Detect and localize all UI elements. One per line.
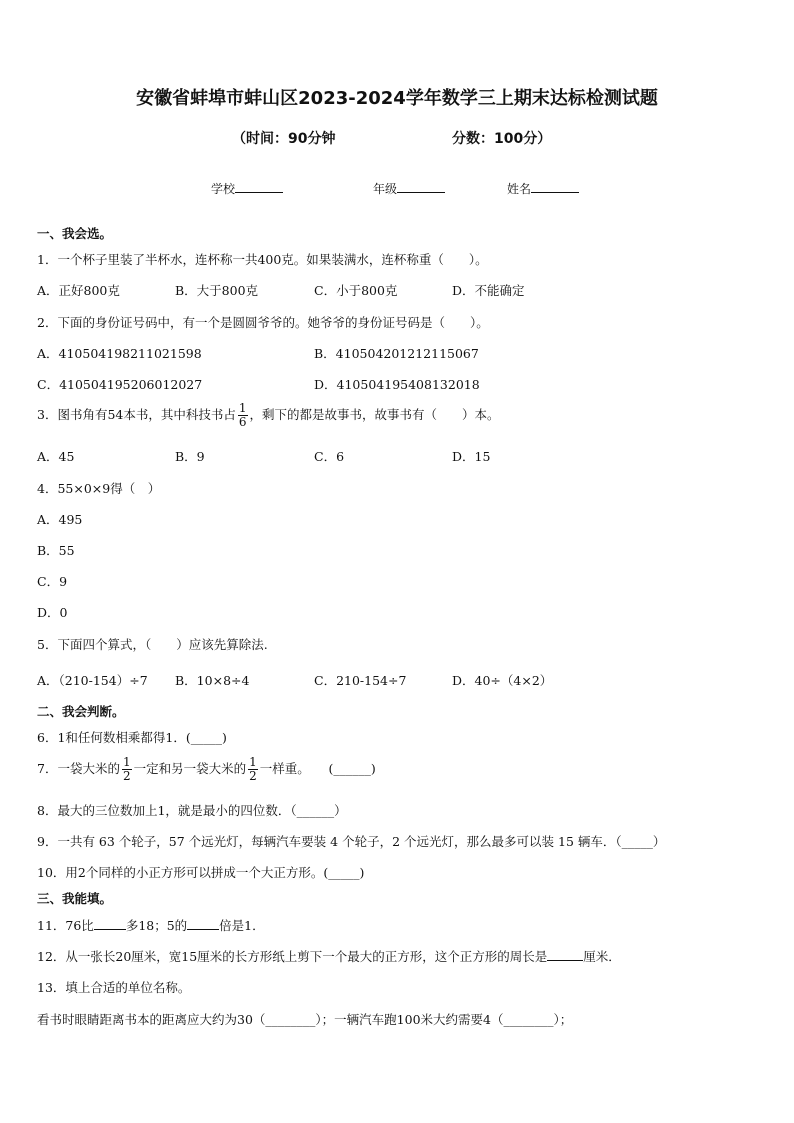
- q7-denominator-2: 2: [249, 769, 257, 783]
- q11-blank-1[interactable]: [94, 917, 126, 930]
- q4-option-d[interactable]: D．0: [37, 605, 68, 620]
- q4-option-c[interactable]: C．9: [37, 574, 68, 589]
- q3-text-pre: 3．图书角有54本书，其中科技书占: [37, 407, 236, 422]
- question-13-items[interactable]: 看书时眼睛距离书本的距离应大约为30（________）；一辆汽车跑100米大约需要4（________）；: [37, 1012, 573, 1027]
- q3-denominator: 6: [238, 415, 247, 429]
- q5-option-c[interactable]: C．210-154÷7: [314, 673, 407, 688]
- q3-fraction: [238, 402, 248, 429]
- question-11[interactable]: [37, 916, 265, 934]
- q3-option-a[interactable]: A．45: [37, 449, 75, 464]
- q7-text-pre: 7．一袋大米的: [37, 761, 120, 776]
- question-10[interactable]: 10．用2个同样的小正方形可以拼成一个大正方形。(_____): [37, 865, 365, 880]
- q2-option-b[interactable]: B．410504201212115067: [314, 346, 479, 361]
- q5-option-a[interactable]: A．（210-154）÷7: [37, 673, 148, 688]
- name-label: 姓名: [507, 182, 532, 196]
- q7-fraction-2: [248, 756, 258, 783]
- grade-label: 年级: [373, 182, 398, 196]
- question-4: 4．55×0×9得（ ）: [37, 481, 161, 496]
- q4-option-a[interactable]: A．495: [37, 512, 83, 527]
- q3-text-post: ，剩下的都是故事书，故事书有（ ）本。: [249, 407, 500, 422]
- q2-option-d[interactable]: D．410504195408132018: [314, 377, 480, 392]
- q11-text-1: 11．76比: [37, 918, 94, 933]
- q2-option-c[interactable]: C．410504195206012027: [37, 377, 203, 392]
- q7-numerator-1: 1: [122, 755, 131, 769]
- q12-text-2: 厘米．: [583, 949, 621, 964]
- q7-text-mid: 一定和另一袋大米的: [133, 761, 247, 776]
- q2-option-a[interactable]: A．410504198211021598: [37, 346, 202, 361]
- q7-denominator-1: 2: [122, 769, 131, 783]
- q12-blank[interactable]: [547, 948, 583, 961]
- name-blank[interactable]: [531, 180, 579, 193]
- question-3: [37, 402, 500, 429]
- school-label: 学校: [211, 182, 236, 196]
- q12-text-1: 12．从一张长20厘米，宽15厘米的长方形纸上剪下一个最大的正方形，这个正方形的周长是: [37, 949, 548, 964]
- question-12[interactable]: [37, 947, 621, 965]
- section-heading-choice: 一、我会选。: [37, 226, 113, 241]
- q7-text-post: 一样重。 (______): [259, 761, 376, 776]
- question-5: 5．下面四个算式，（ ）应该先算除法.: [37, 637, 268, 652]
- q1-option-a[interactable]: A．正好800克: [37, 283, 120, 298]
- page-title: 安徽省蚌埠市蚌山区2023-2024学年数学三上期末达标检测试题: [136, 88, 658, 109]
- section-heading-fill: 三、我能填。: [37, 891, 113, 906]
- grade-blank[interactable]: [397, 180, 445, 193]
- school-blank[interactable]: [235, 180, 283, 193]
- q1-option-d[interactable]: D．不能确定: [452, 283, 525, 298]
- question-6[interactable]: 6．1和任何数相乘都得1．(_____): [37, 730, 227, 745]
- name-field[interactable]: [507, 180, 579, 197]
- grade-field[interactable]: [373, 180, 445, 197]
- q3-option-b[interactable]: B．9: [175, 449, 205, 464]
- q11-text-2: 多18；5的: [125, 918, 188, 933]
- question-9[interactable]: 9．一共有 63 个轮子，57 个远光灯，每辆汽车要装 4 个轮子，2 个远光灯，那么最多可以装 15 辆车．（_____）: [37, 834, 666, 849]
- q1-option-b[interactable]: B．大于800克: [175, 283, 259, 298]
- q3-option-d[interactable]: D．15: [452, 449, 491, 464]
- q3-option-c[interactable]: C．6: [314, 449, 345, 464]
- q7-numerator-2: 1: [249, 755, 257, 769]
- school-field[interactable]: [211, 180, 283, 197]
- q5-option-b[interactable]: B．10×8÷4: [175, 673, 250, 688]
- question-7[interactable]: [37, 756, 376, 783]
- q7-fraction-1: [122, 756, 132, 783]
- q5-option-d[interactable]: D．40÷（4×2）: [452, 673, 553, 688]
- total-score: 分数：100分）: [452, 131, 552, 147]
- time-limit: （时间：90分钟: [232, 131, 336, 147]
- q3-numerator: 1: [238, 401, 247, 415]
- q4-option-b[interactable]: B．55: [37, 543, 75, 558]
- question-8[interactable]: 8．最大的三位数加上1，就是最小的四位数．（______）: [37, 803, 347, 818]
- q11-text-3: 倍是1．: [219, 918, 265, 933]
- q1-option-c[interactable]: C．小于800克: [314, 283, 398, 298]
- question-2: 2．下面的身份证号码中，有一个是圆圆爷爷的。她爷爷的身份证号码是（ ）。: [37, 315, 489, 330]
- section-heading-judge: 二、我会判断。: [37, 704, 125, 719]
- question-1: 1．一个杯子里装了半杯水，连杯称一共400克。如果装满水，连杯称重（ ）。: [37, 252, 488, 267]
- q11-blank-2[interactable]: [187, 917, 219, 930]
- question-13: 13．填上合适的单位名称。: [37, 980, 191, 995]
